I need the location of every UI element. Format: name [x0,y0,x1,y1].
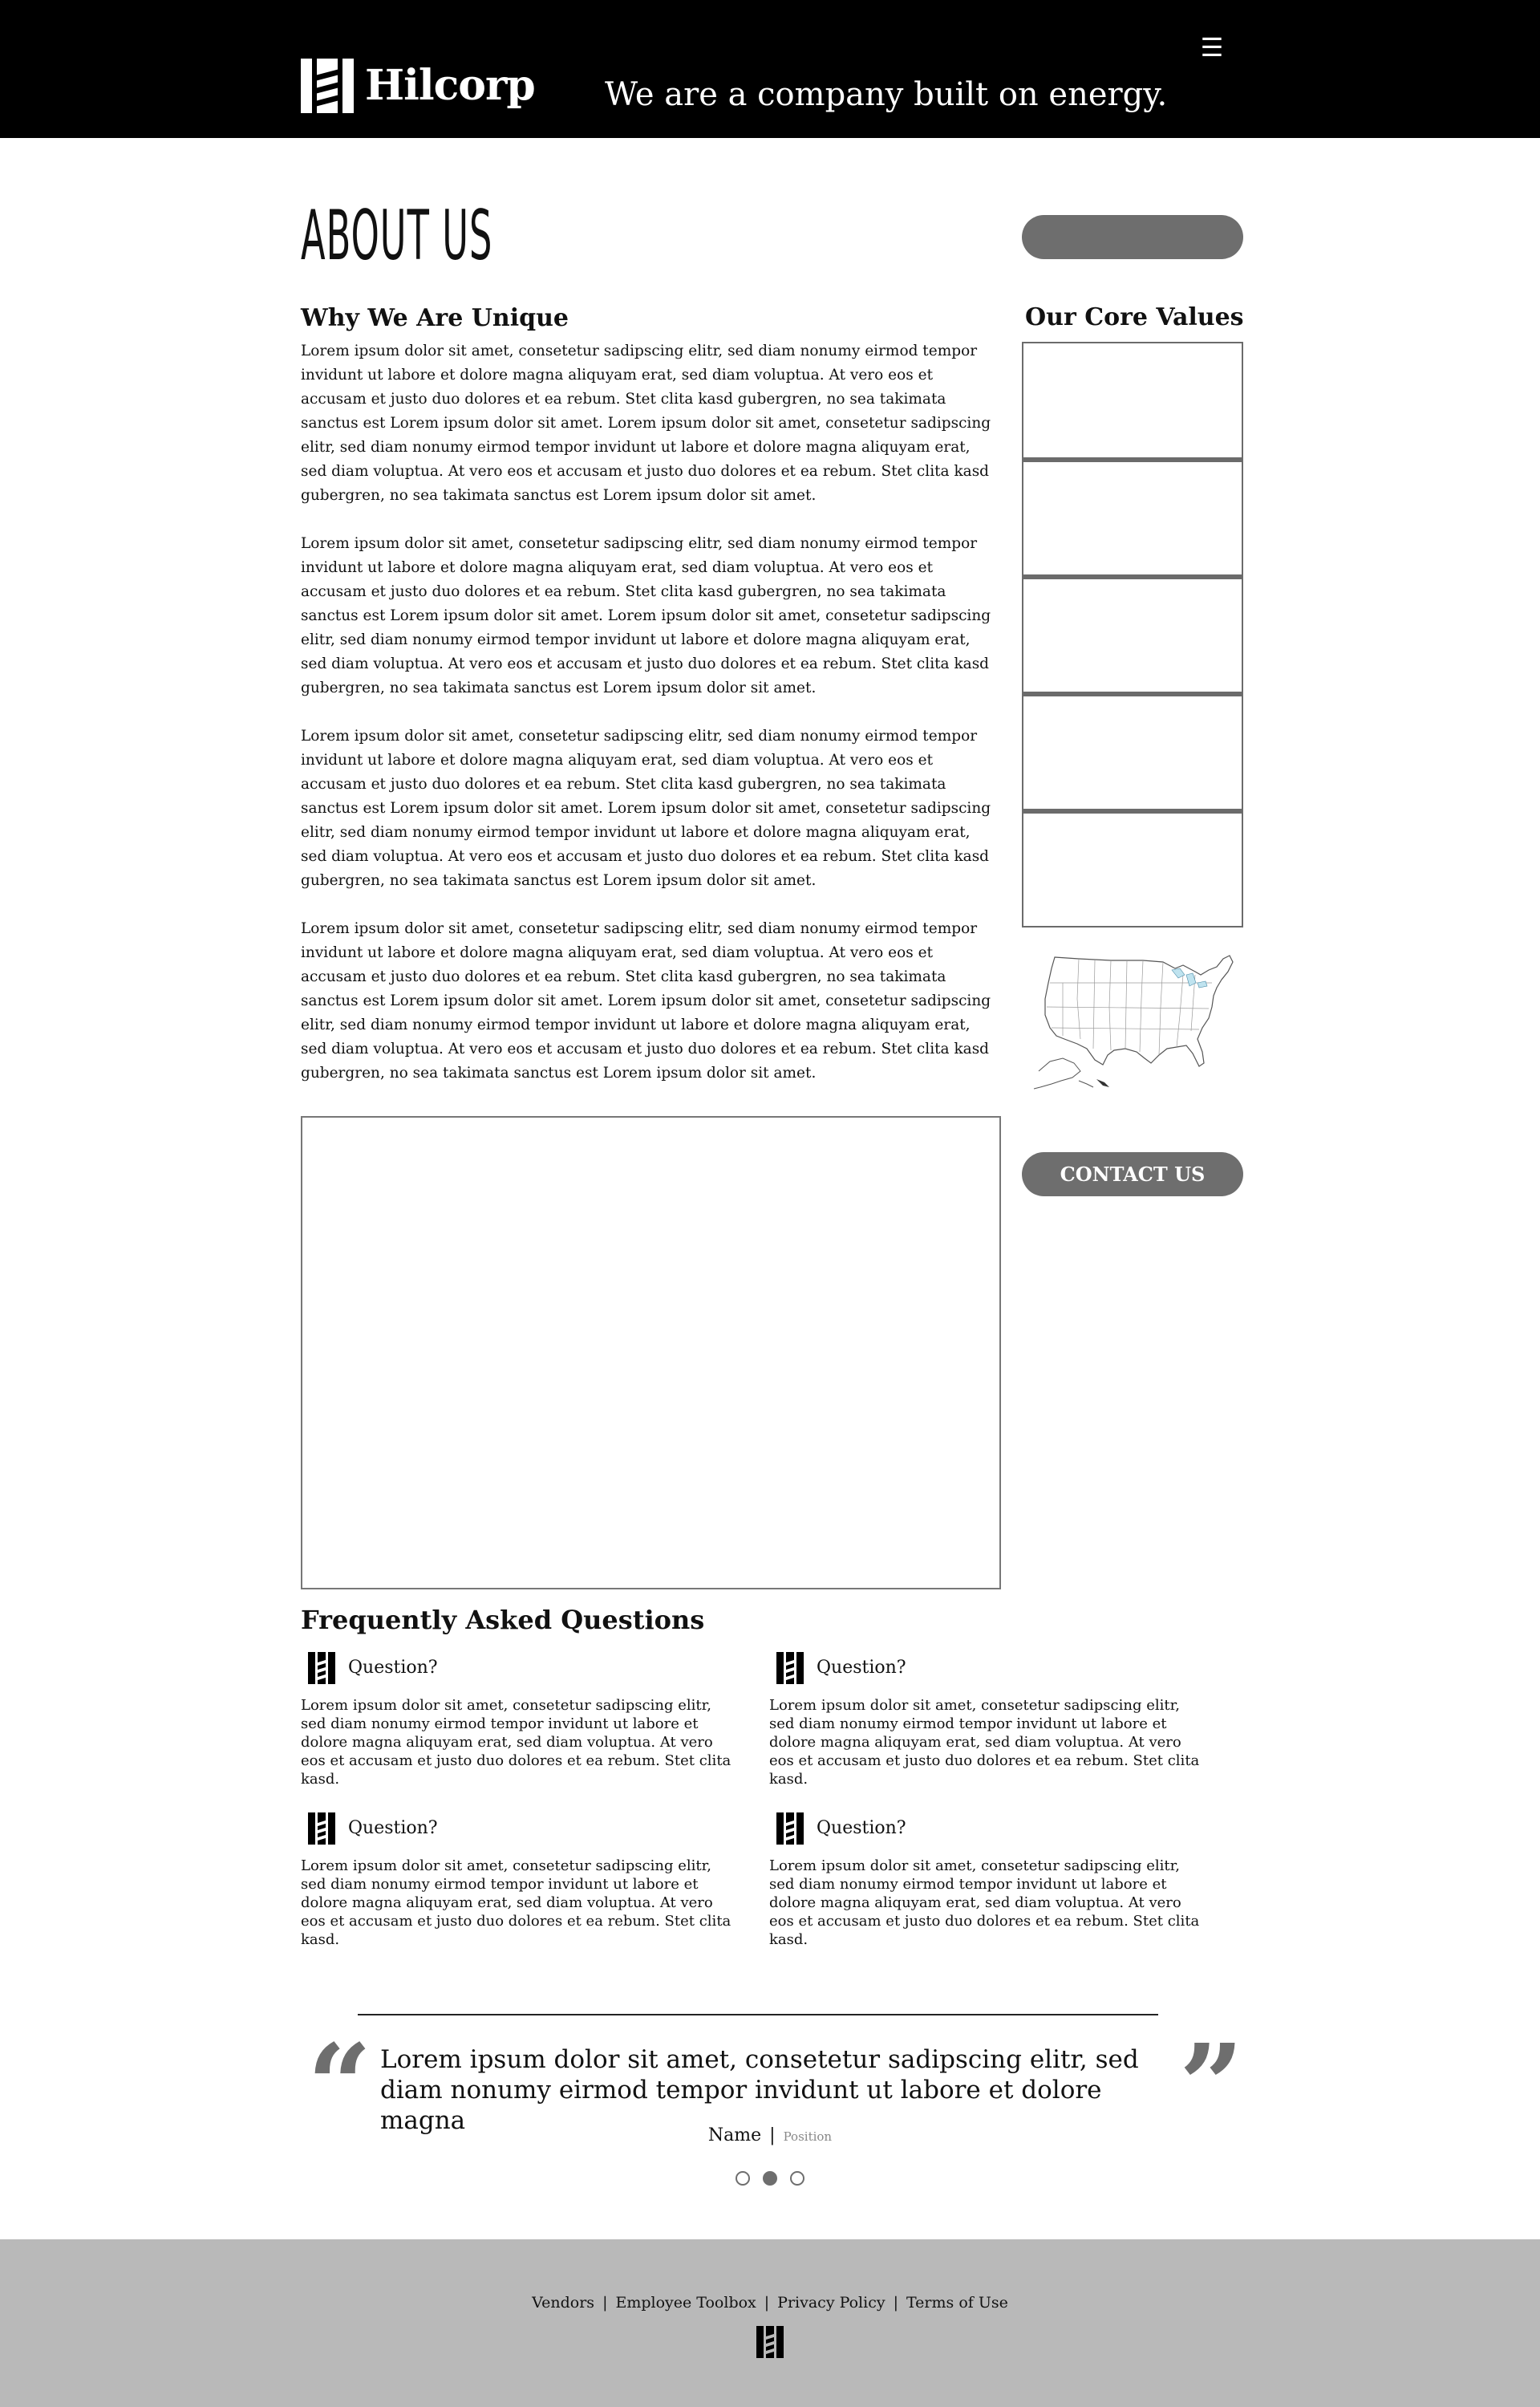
body-paragraph: Lorem ipsum dolor sit amet, consetetur sadipscing elitr, sed diam nonumy eirmod tempor invidunt ut labore et dolore magna aliquyam erat, sed diam voluptua. At vero eos et accusam et justo duo dolores et ea rebum. Stet clita kasd gubergren, no sea takimata sanctus est Lorem ipsum dolor sit amet. Lorem ipsum dolor sit amet, consetetur sadipscing elitr, sed diam nonumy eirmod tempor invidunt ut labore et dolore magna aliquyam erat, sed diam voluptua. At vero eos et accusam et justo duo dolores et ea rebum. Stet clita kasd gubergren, no sea takimata sanctus est Lorem ipsum dolor sit amet. [301,535,991,696]
section-heading: Why We Are Unique [301,304,569,332]
faq-question[interactable] [308,1651,757,1685]
body-paragraph: Lorem ipsum dolor sit amet, consetetur sadipscing elitr, sed diam nonumy eirmod tempor invidunt ut labore et dolore magna aliquyam erat, sed diam voluptua. At vero eos et accusam et justo duo dolores et ea rebum. Stet clita kasd gubergren, no sea takimata sanctus est Lorem ipsum dolor sit amet. Lorem ipsum dolor sit amet, consetetur sadipscing elitr, sed diam nonumy eirmod tempor invidunt ut labore et dolore magna aliquyam erat, sed diam voluptua. At vero eos et accusam et justo duo dolores et ea rebum. Stet clita kasd gubergren, no sea takimata sanctus est Lorem ipsum dolor sit amet. [301,728,991,889]
section-divider [358,2014,1158,2015]
faq-answer: Lorem ipsum dolor sit amet, consetetur sadipscing elitr, sed diam nonumy eirmod tempor invidunt ut labore et dolore magna aliquyam erat, sed diam voluptua. At vero eos et accusam et justo duo dolores et ea rebum. Stet clita kasd. [769,1697,1200,1788]
faq-answer: Lorem ipsum dolor sit amet, consetetur sadipscing elitr, sed diam nonumy eirmod tempor invidunt ut labore et dolore magna aliquyam erat, sed diam voluptua. At vero eos et accusam et justo duo dolores et ea rebum. Stet clita kasd. [769,1857,1200,1948]
attribution-separator: | [769,2125,776,2145]
hilcorp-mark-icon [308,1652,335,1684]
carousel-dots [0,2171,1540,2186]
hilcorp-footer-logo-icon[interactable] [756,2326,784,2358]
core-value-card[interactable] [1022,342,1243,459]
core-value-card[interactable] [1022,693,1243,810]
body-paragraph: Lorem ipsum dolor sit amet, consetetur sadipscing elitr, sed diam nonumy eirmod tempor invidunt ut labore et dolore magna aliquyam erat, sed diam voluptua. At vero eos et accusam et justo duo dolores et ea rebum. Stet clita kasd gubergren, no sea takimata sanctus est Lorem ipsum dolor sit amet. Lorem ipsum dolor sit amet, consetetur sadipscing elitr, sed diam nonumy eirmod tempor invidunt ut labore et dolore magna aliquyam erat, sed diam voluptua. At vero eos et accusam et justo duo dolores et ea rebum. Stet clita kasd gubergren, no sea takimata sanctus est Lorem ipsum dolor sit amet. [301,343,991,504]
hilcorp-mark-icon [776,1812,804,1845]
faq-title: Frequently Asked Questions [301,1605,705,1635]
faq-answer: Lorem ipsum dolor sit amet, consetetur sadipscing elitr, sed diam nonumy eirmod tempor invidunt ut labore et dolore magna aliquyam erat, sed diam voluptua. At vero eos et accusam et justo duo dolores et ea rebum. Stet clita kasd. [301,1857,732,1948]
site-header [0,0,1540,138]
logo-text: Hilcorp [365,61,535,110]
page-title: ABOUT US [301,196,493,276]
carousel-dot[interactable] [736,2171,750,2186]
site-footer [0,2239,1540,2407]
media-placeholder [301,1116,1001,1589]
footer-link-terms-of-use[interactable]: Terms of Use [906,2294,1008,2312]
faq-question[interactable] [776,1812,1226,1845]
carousel-dot[interactable] [763,2171,777,2186]
us-map-icon [1031,951,1243,1091]
faq-question-text: Question? [817,1818,906,1838]
faq-question[interactable] [776,1651,1226,1685]
faq-answer: Lorem ipsum dolor sit amet, consetetur sadipscing elitr, sed diam nonumy eirmod tempor invidunt ut labore et dolore magna aliquyam erat, sed diam voluptua. At vero eos et accusam et justo duo dolores et ea rebum. Stet clita kasd. [301,1697,732,1788]
contact-us-button[interactable]: CONTACT US [1022,1152,1243,1196]
testimonial-quote: Lorem ipsum dolor sit amet, consetetur sadipscing elitr, sed diam nonumy eirmod tempor invidunt ut labore et dolore magna [380,2045,1139,2135]
close-quote-icon: ” [1179,2020,1244,2152]
faq-item [301,1651,757,1788]
testimonial-position: Position [783,2129,833,2144]
hilcorp-logo-mark-icon [301,59,354,113]
faq-question[interactable] [308,1812,757,1845]
hamburger-icon[interactable]: ☰ [1200,32,1224,63]
hilcorp-mark-icon [776,1652,804,1684]
testimonial-name: Name [707,2125,762,2145]
core-value-card[interactable] [1022,810,1243,927]
faq-question-text: Question? [348,1658,438,1678]
testimonial-attribution [0,2125,1540,2148]
open-quote-icon: “ [307,2020,372,2152]
faq-question-text: Question? [348,1818,438,1838]
faq-item [769,1812,1226,1949]
faq-item [301,1812,757,1949]
footer-link-employee-toolbox[interactable]: Employee Toolbox [615,2294,756,2312]
core-values-title: Our Core Values [1025,303,1244,331]
footer-separator: | [893,2294,898,2312]
footer-separator: | [764,2294,770,2312]
hilcorp-logo[interactable] [301,59,535,113]
top-pill-button[interactable] [1022,215,1243,259]
body-paragraph: Lorem ipsum dolor sit amet, consetetur sadipscing elitr, sed diam nonumy eirmod tempor invidunt ut labore et dolore magna aliquyam erat, sed diam voluptua. At vero eos et accusam et justo duo dolores et ea rebum. Stet clita kasd gubergren, no sea takimata sanctus est Lorem ipsum dolor sit amet. Lorem ipsum dolor sit amet, consetetur sadipscing elitr, sed diam nonumy eirmod tempor invidunt ut labore et dolore magna aliquyam erat, sed diam voluptua. At vero eos et accusam et justo duo dolores et ea rebum. Stet clita kasd gubergren, no sea takimata sanctus est Lorem ipsum dolor sit amet. [301,920,991,1082]
footer-links [0,2292,1540,2313]
footer-link-privacy-policy[interactable]: Privacy Policy [777,2294,886,2312]
faq-item [769,1651,1226,1788]
hilcorp-mark-icon [308,1812,335,1845]
footer-separator: | [602,2294,608,2312]
footer-link-vendors[interactable]: Vendors [532,2294,595,2312]
core-value-card[interactable] [1022,576,1243,693]
core-value-card[interactable] [1022,459,1243,576]
faq-question-text: Question? [817,1658,906,1678]
header-tagline: We are a company built on energy. [605,76,1168,113]
carousel-dot[interactable] [790,2171,804,2186]
